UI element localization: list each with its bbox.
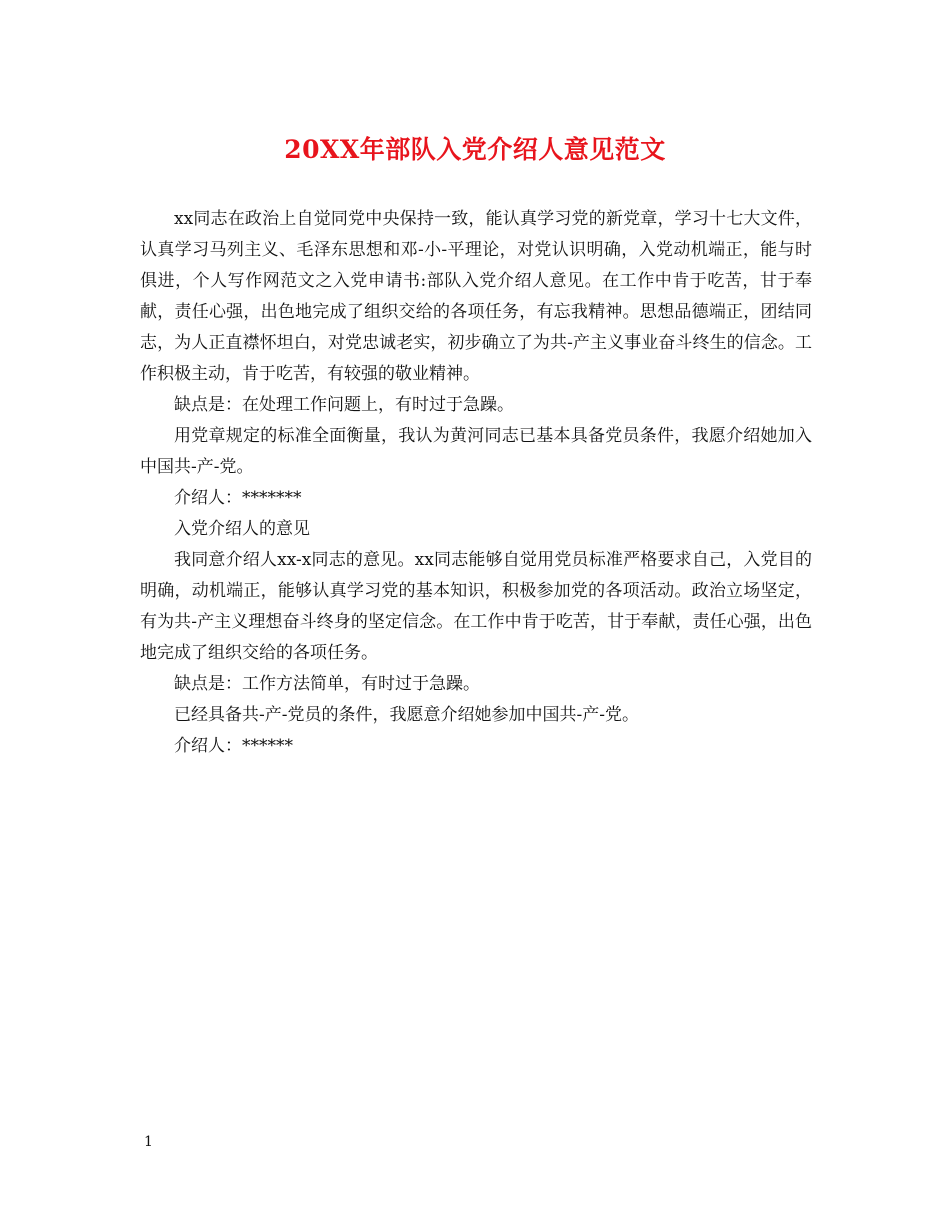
paragraph: 缺点是：工作方法简单，有时过于急躁。	[174, 674, 480, 694]
paragraph: 介绍人：******	[174, 736, 293, 756]
paragraph: 入党介绍人的意见	[174, 519, 310, 539]
paragraph: xx同志在政治上自觉同党中央保持一致，能认真学习党的新党章，学习十七大文件，认真学习马列主义、毛泽东思想和邓-小-平理论，对党认识明确，入党动机端正，能与时俱进，个人写作网范文之入党申请书:部队入党介绍人意见。在工作中肯于吃苦，甘于奉献，责任心强，出色地完成了组织交给的各项任务，有忘我精神。思想品德端正，团结同志，为人正直襟怀坦白，对党忠诚老实，初步确立了为共-产主义事业奋斗终生的信念。工作积极主动，肯于吃苦，有较强的敬业精神。	[140, 209, 812, 384]
paragraph: 介绍人：*******	[174, 488, 302, 508]
paragraph: 已经具备共-产-党员的条件，我愿意介绍她参加中国共-产-党。	[174, 705, 639, 725]
document-title: 20XX年部队入党介绍人意见范文	[284, 135, 666, 164]
paragraph: 缺点是：在处理工作问题上，有时过于急躁。	[174, 395, 514, 415]
page-number: 1	[144, 1134, 153, 1150]
document-body	[140, 204, 812, 762]
paragraph: 我同意介绍人xx-x同志的意见。xx同志能够自觉用党员标准严格要求自己，入党目的明确，动机端正，能够认真学习党的基本知识，积极参加党的各项活动。政治立场坚定，有为共-产主义理想奋斗终身的坚定信念。在工作中肯于吃苦，甘于奉献，责任心强，出色地完成了组织交给的各项任务。	[140, 550, 812, 663]
paragraph: 用党章规定的标准全面衡量，我认为黄河同志已基本具备党员条件，我愿介绍她加入中国共-产-党。	[140, 426, 812, 477]
